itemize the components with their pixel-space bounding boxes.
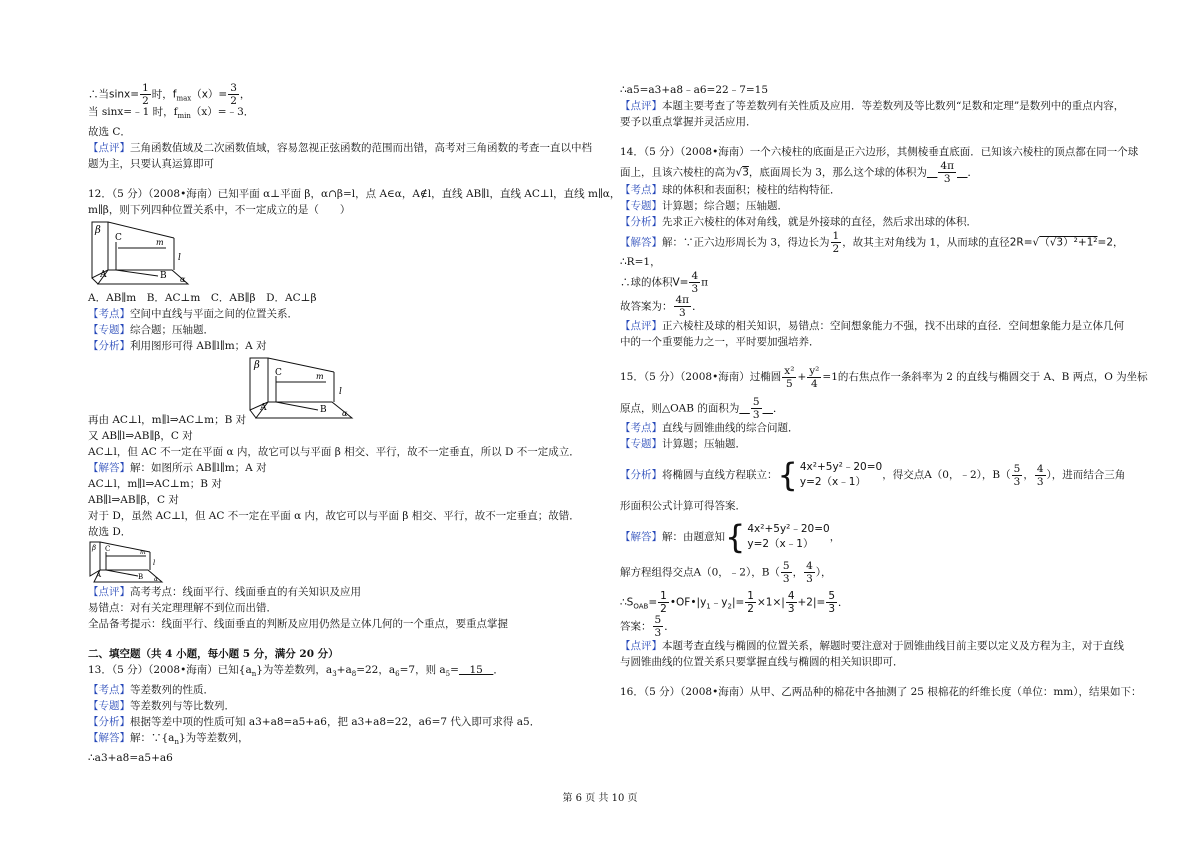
svg-text:A: A	[260, 403, 267, 414]
analysis-line: 又 AB∥l⇒AB∥β，C 对	[88, 430, 193, 443]
svg-text:β: β	[95, 225, 101, 237]
solution-line: AC⊥l，m∥l⇒AC⊥m；B 对	[88, 478, 222, 491]
q14-dianping: 【点评】正六棱柱及球的相关知识，易错点：空间想象能力不强，找不出球的直径．空间想象能力是立体几何	[620, 320, 1124, 332]
q14-kaodian: 【考点】球的体积和表面积；棱柱的结构特征．	[620, 184, 841, 196]
q15-stem-cont: 原点，则△OAB 的面积为 $\frac{5}{3}$ ．	[620, 396, 784, 421]
q14-fenxi: 【分析】先求正六棱柱的体对角线，就是外接球的直径，然后求出球的体积．	[620, 216, 977, 228]
q12-fenxi: 【分析】利用图形可得 AB∥l∥m；A 对	[88, 340, 267, 353]
answer-fraction: $\frac{5}{3}$	[752, 396, 760, 421]
q14-stem: 14．（5 分）（2008•海南）一个六棱柱的底面是正六边形，其侧棱垂直底面．已知该六棱柱的顶点都在同一个球	[620, 146, 1139, 158]
q13-stem: 13．（5 分）（2008•海南）已知$\{a_n\}$为等差数列，$a_3+a_8=22$，$a_6=7$，则 $a_5=$ 15 ．	[88, 664, 504, 679]
svg-text:β: β	[254, 360, 260, 372]
svg-text:l: l	[339, 387, 342, 398]
q14-answer: 故答案为： $\frac{4\pi}{3}$ ．	[620, 294, 703, 319]
q11-comment-cont: 题为主，只要认真运算即可	[88, 158, 214, 171]
solution-line: AB∥l⇒AB∥β，C 对	[88, 494, 179, 507]
solution-line: ∴a3+a8=a5+a6	[88, 752, 173, 765]
q11-max-line: ∴当sinx= $\frac{1}{2}$ 时，$f_{max}(x)=$ $\frac{3}{2}$ ，	[88, 82, 251, 107]
q14-volume: ∴球的体积V= $\frac{4}{3}$ π	[620, 270, 709, 295]
svg-text:A: A	[100, 270, 107, 281]
solution-line: 对于 D，虽然 AC⊥l，但 AC 不一定在平面 α 内，故它可以与平面 β 相交、平行，故不一定垂直；故错．	[88, 510, 580, 523]
svg-text:A: A	[96, 571, 102, 580]
q15-fenxi: 【分析】将椭圆与直线方程联立： { 4x²+5y²﹣20=0 y=2（x﹣1） ，得交点A（0，﹣2），B（ $\frac{5}{3}$ ， $\frac{4}{3}$ ），进而结合三角	[620, 456, 1126, 494]
q13-jieda: 【解答】解：$\because\{a_n\}$为等差数列，	[88, 732, 249, 747]
section-heading: 二、填空题（共 4 小题，每小题 5 分，满分 20 分）	[88, 648, 339, 661]
svg-text:β: β	[92, 544, 97, 553]
answer-blank: 15	[458, 664, 494, 677]
q15-area: $\therefore S_{OAB}=$ $\frac{1}{2}$ $•OF•|y_1﹣y_2|=$ $\frac{1}{2}$ ×1×| $\frac{4}{3}$ +2|= $\frac{5}{3}$ ．	[620, 590, 849, 615]
comment-line: 易错点：对有关定理理解不到位而出错．	[88, 602, 277, 615]
q15-intersection: 解方程组得交点A（0，﹣2），B（ $\frac{5}{3}$ ， $\frac{4}{3}$ ），	[620, 560, 832, 585]
q12-stem-cont: m∥β，则下列四种位置关系中，不一定成立的是（ ）	[88, 204, 351, 217]
q15-jieda: 【解答】解：由题意知 { 4x²+5y²﹣20=0 y=2（x﹣1） ，	[620, 518, 841, 556]
q13-fenxi: 【分析】根据等差中项的性质可知 a3+a8=a5+a6，把 a3+a8=22，a6=7 代入即可求得 a5．	[88, 716, 541, 729]
q15-answer: 答案： $\frac{5}{3}$ ．	[620, 614, 675, 639]
svg-text:B: B	[320, 405, 327, 416]
svg-text:α: α	[342, 409, 348, 419]
planes-figure-3	[88, 540, 168, 584]
comment-line: 全品备考提示：线面平行、线面垂直的判断及应用仍然是立体几何的一个重点，要重点掌握	[88, 618, 508, 631]
q15-kaodian: 【考点】直线与圆锥曲线的综合问题．	[620, 422, 799, 434]
comment-line: 中的一个重要能力之一，平时要加强培养．	[620, 336, 820, 348]
answer-fraction: $\frac{4\pi}{3}$	[940, 160, 955, 185]
q12-dianping: 【点评】高考考点：线面平行、线面垂直的有关知识及应用	[88, 586, 361, 599]
svg-text:l: l	[178, 253, 181, 264]
q12-jieda: 【解答】解：如图所示 AB∥l∥m；A 对	[88, 462, 267, 475]
analysis-line: 再由 AC⊥l，m∥l⇒AC⊥m；B 对	[88, 414, 247, 427]
svg-text:m: m	[140, 549, 146, 557]
solution-line: 故选 D．	[88, 526, 132, 539]
svg-text:m: m	[316, 372, 324, 382]
svg-text:B: B	[138, 573, 144, 582]
q13-kaodian: 【考点】等差数列的性质．	[88, 684, 214, 697]
q15-zhuanti: 【专题】计算题；压轴题．	[620, 438, 746, 450]
q16-stem: 16．（5 分）（2008•海南）从甲、乙两品种的棉花中各抽测了 25 根棉花的纤维长度（单位：mm），结果如下：	[620, 686, 1142, 698]
fraction: $\frac{3}{2}$	[230, 82, 237, 107]
q11-min-line: 当 sinx=﹣1 时，$f_{min}(x)=﹣3$．	[88, 106, 255, 121]
q11-choice: 故选 C．	[88, 126, 131, 139]
q15-dianping: 【点评】本题考查直线与椭圆的位置关系，解题时要注意对于圆锥曲线目前主要以定义及方程为主，对于直线	[620, 640, 1124, 652]
q15-stem: 15．（5 分）（2008•海南）过椭圆 $\frac{\text{x²}}{5}$ + $\frac{\text{y²}}{4}$ =1的右焦点作一条斜率为 2 的直线与椭圆交于 A、B 两点，O 为坐标	[620, 364, 1148, 390]
svg-text:B: B	[160, 271, 167, 282]
svg-text:C: C	[105, 545, 111, 554]
q12-kaodian: 【考点】空间中直线与平面之间的位置关系．	[88, 308, 298, 321]
svg-text:C: C	[275, 368, 282, 379]
q14-stem-cont: 面上，且该六棱柱的高为√3，底面周长为 3，那么这个球的体积为 $\frac{4\pi}{3}$ ．	[620, 160, 979, 185]
comment-line: 要予以重点掌握并灵活应用．	[620, 116, 757, 128]
svg-text:C: C	[115, 233, 122, 244]
comment-tag: 【点评】	[88, 142, 130, 155]
left-column	[88, 82, 621, 766]
comment-line: 形面积公式计算可得答案．	[620, 500, 746, 512]
analysis-line: AC⊥l，但 AC 不一定在平面 α 内，故它可以与平面 β 相交、平行，故不一定垂直，所以 D 不一定成立．	[88, 446, 580, 459]
q13-result: ∴a5=a3+a8﹣a6=22﹣7=15	[620, 84, 769, 96]
svg-text:l: l	[153, 559, 156, 568]
q14-zhuanti: 【专题】计算题；综合题；压轴题．	[620, 200, 788, 212]
q12-stem: 12．（5 分）（2008•海南）已知平面 α⊥平面 β，α∩β=l，点 A∈α，A∉l，直线 AB∥l，直线 AC⊥l，直线 m∥α，	[88, 188, 621, 201]
solution-line: ∴R=1，	[620, 256, 661, 268]
q13-zhuanti: 【专题】等差数列与等比数列．	[88, 700, 235, 713]
q14-jieda: 【解答】解：∵正六边形周长为 3，得边长为 $\frac{1}{2}$ ，故其主对角线为 1，从而球的直径2R=√（√3）²+1²=2，	[620, 230, 1124, 255]
svg-text:m: m	[156, 238, 164, 248]
fraction: $\frac{1}{2}$	[142, 82, 149, 107]
q12-zhuanti: 【专题】综合题；压轴题．	[88, 324, 214, 337]
planes-figure-1	[88, 218, 198, 290]
page-footer: 第 6 页 共 10 页	[562, 793, 638, 804]
svg-text:α: α	[154, 576, 159, 584]
svg-text:α: α	[180, 275, 186, 285]
right-column	[620, 82, 1148, 700]
q11-comment: 【点评】三角函数值域及二次函数值域，容易忽视正弦函数的范围而出错，高考对三角函数的考查一直以中档	[88, 142, 592, 155]
q12-options: A．AB∥m B．AC⊥m C．AB∥β D．AC⊥β	[88, 292, 317, 305]
equation-system: { 4x²+5y²﹣20=0 y=2（x﹣1）	[777, 456, 883, 494]
q13-dianping: 【点评】本题主要考查了等差数列有关性质及应用．等差数列及等比数列“足数和定理”是数列中的重点内容，	[620, 100, 1125, 112]
comment-line: 与圆锥曲线的位置关系只要掌握直线与椭圆的相关知识即可．	[620, 656, 904, 668]
